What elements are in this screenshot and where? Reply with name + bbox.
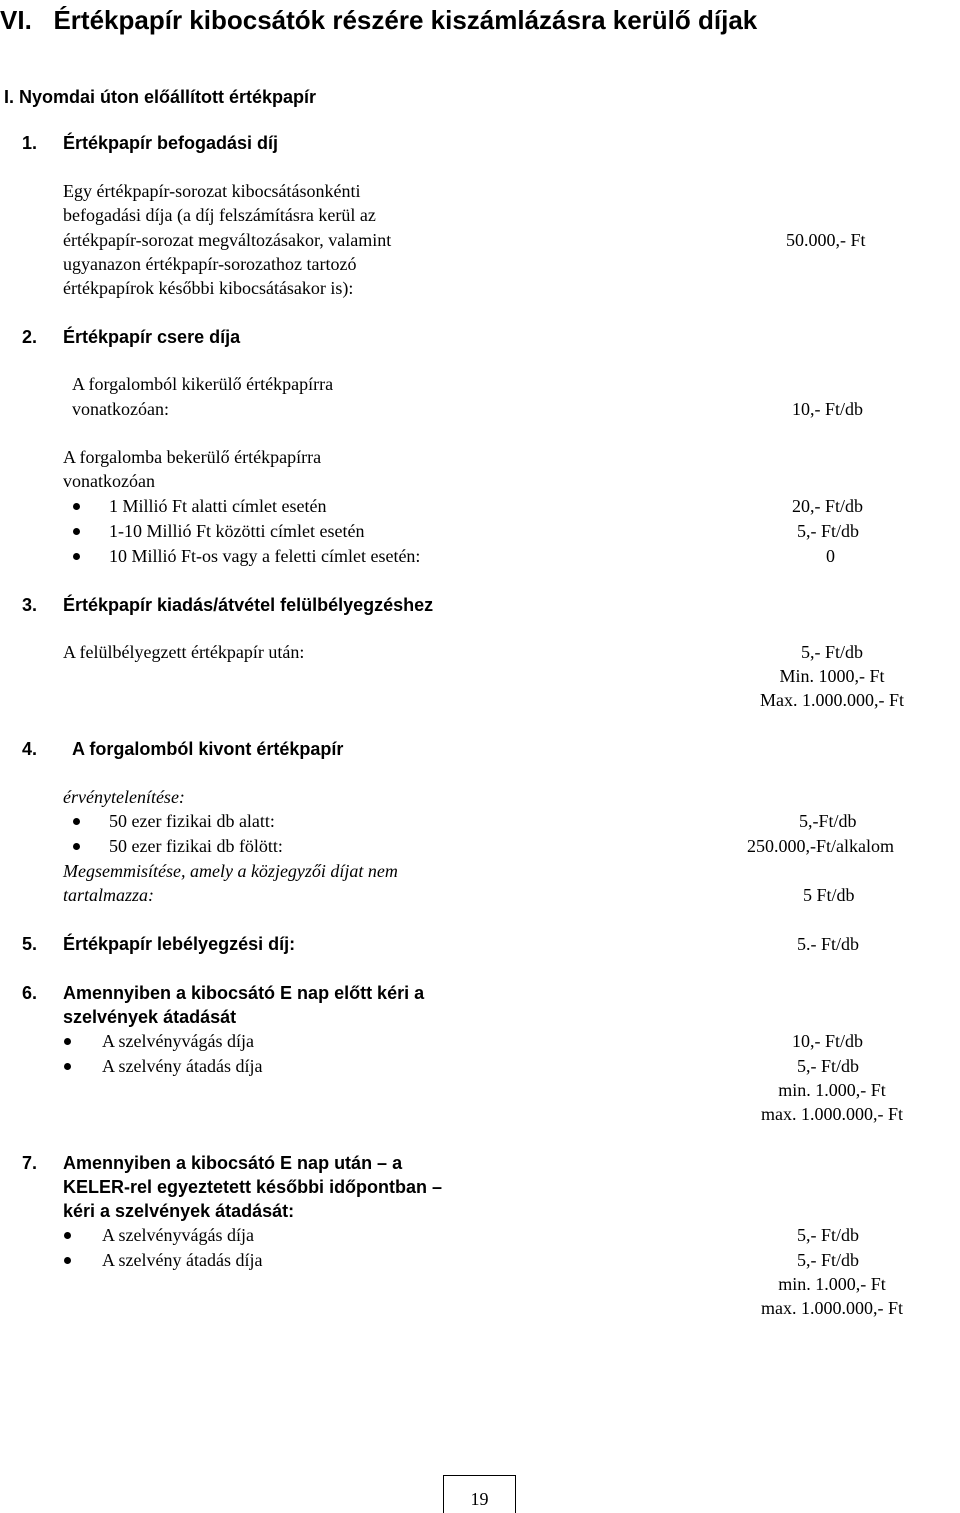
section-3-number: 3. (22, 595, 38, 615)
section-7-number: 7. (22, 1153, 38, 1173)
section-7-min: min. 1.000,- Ft (778, 1274, 886, 1294)
section-1-number: 1. (22, 133, 38, 153)
section-5-price: 5.- Ft/db (797, 934, 860, 954)
section-7-item-price: 5,- Ft/db (797, 1225, 860, 1245)
bullet-icon (73, 843, 80, 850)
section-6-item-price: 5,- Ft/db (797, 1056, 860, 1076)
section-4-item-label: 50 ezer fizikai db fölött: (109, 836, 283, 856)
section-6-number: 6. (22, 983, 38, 1003)
section-1-title: Értékpapír befogadási díj (63, 133, 279, 153)
section-4-item-label: 50 ezer fizikai db alatt: (109, 811, 275, 831)
section-2-item-price: 0 (826, 546, 835, 566)
bullet-icon (73, 818, 80, 825)
section-7-item-label: A szelvényvágás díja (102, 1225, 254, 1245)
section-1-desc-line: értékpapírok későbbi kibocsátásakor is): (63, 278, 354, 298)
section-1-desc-line: Egy értékpapír-sorozat kibocsátásonkénti (63, 181, 361, 201)
section-4-number: 4. (22, 739, 38, 759)
section-4-subtitle: érvénytelenítése: (63, 787, 185, 807)
section-4-item-price: 250.000,-Ft/alkalom (747, 836, 894, 856)
section-4-sub2-line: Megsemmisítése, amely a közjegyzői díjat nem (63, 861, 398, 881)
section-3-min: Min. 1000,- Ft (779, 666, 885, 686)
section-2-in-line: A forgalomba bekerülő értékpapírra (63, 447, 322, 467)
page-number: 19 (470, 1489, 489, 1509)
bullet-icon (64, 1257, 71, 1264)
section-7-title-line: KELER-rel egyeztetett későbbi időpontban – (63, 1177, 443, 1197)
section-1-desc-line: befogadási díja (a díj felszámításra kerül az (63, 205, 376, 225)
section-4-title: A forgalomból kivont értékpapír (72, 739, 344, 759)
section-1-desc-line: értékpapír-sorozat megváltozásakor, valamint (63, 230, 392, 250)
section-3-max: Max. 1.000.000,- Ft (760, 690, 904, 710)
section-3-label: A felülbélyegzett értékpapír után: (63, 642, 305, 662)
section-2-title: Értékpapír csere díja (63, 327, 241, 347)
section-5-title: Értékpapír lebélyegzési díj: (63, 934, 296, 954)
section-6-title-line: szelvények átadását (63, 1007, 237, 1027)
section-2-item-price: 5,- Ft/db (797, 521, 860, 541)
section-2-item-label: 1 Millió Ft alatti címlet esetén (109, 496, 327, 516)
section-6-title-line: Amennyiben a kibocsátó E nap előtt kéri a (63, 983, 425, 1003)
bullet-icon (64, 1063, 71, 1070)
section-2-item-label: 1-10 Millió Ft közötti címlet esetén (109, 521, 365, 541)
section-4-sub2-line: tartalmazza: (63, 885, 155, 905)
bullet-icon (73, 553, 80, 560)
bullet-icon (73, 503, 80, 510)
section-title-i: I. Nyomdai úton előállított értékpapír (4, 87, 317, 107)
section-4-sub2-price: 5 Ft/db (803, 885, 855, 905)
section-7-item-label: A szelvény átadás díja (102, 1250, 263, 1270)
section-7-title-line: Amennyiben a kibocsátó E nap után – a (63, 1153, 403, 1173)
section-7-item-price: 5,- Ft/db (797, 1250, 860, 1270)
bullet-icon (73, 528, 80, 535)
section-6-item-price: 10,- Ft/db (792, 1031, 864, 1051)
section-2-in-line: vonatkozóan (63, 471, 155, 491)
section-6-item-label: A szelvény átadás díja (102, 1056, 263, 1076)
section-6-min: min. 1.000,- Ft (778, 1080, 886, 1100)
section-2-out-line: A forgalomból kikerülő értékpapírra (72, 374, 334, 394)
section-2-item-label: 10 Millió Ft-os vagy a feletti címlet esetén: (109, 546, 421, 566)
section-2-out-line: vonatkozóan: (72, 399, 169, 419)
page-heading: VI. Értékpapír kibocsátók részére kiszámlázásra kerülő díjak (0, 5, 758, 35)
bullet-icon (64, 1038, 71, 1045)
section-6-item-label: A szelvényvágás díja (102, 1031, 254, 1051)
section-2-out-price: 10,- Ft/db (792, 399, 864, 419)
section-2-item-price: 20,- Ft/db (792, 496, 864, 516)
section-3-price: 5,- Ft/db (800, 642, 863, 662)
bullet-icon (64, 1232, 71, 1239)
section-7-title-line: kéri a szelvények átadását: (63, 1201, 295, 1221)
section-4-item-price: 5,-Ft/db (799, 811, 857, 831)
section-7-max: max. 1.000.000,- Ft (761, 1298, 903, 1318)
section-2-number: 2. (22, 327, 38, 347)
section-5-number: 5. (22, 934, 38, 954)
section-6-max: max. 1.000.000,- Ft (761, 1104, 903, 1124)
section-1-desc-line: ugyanazon értékpapír-sorozathoz tartozó (63, 254, 357, 274)
section-1-price: 50.000,- Ft (786, 230, 866, 250)
section-3-title: Értékpapír kiadás/átvétel felülbélyegzéshez (63, 595, 434, 615)
